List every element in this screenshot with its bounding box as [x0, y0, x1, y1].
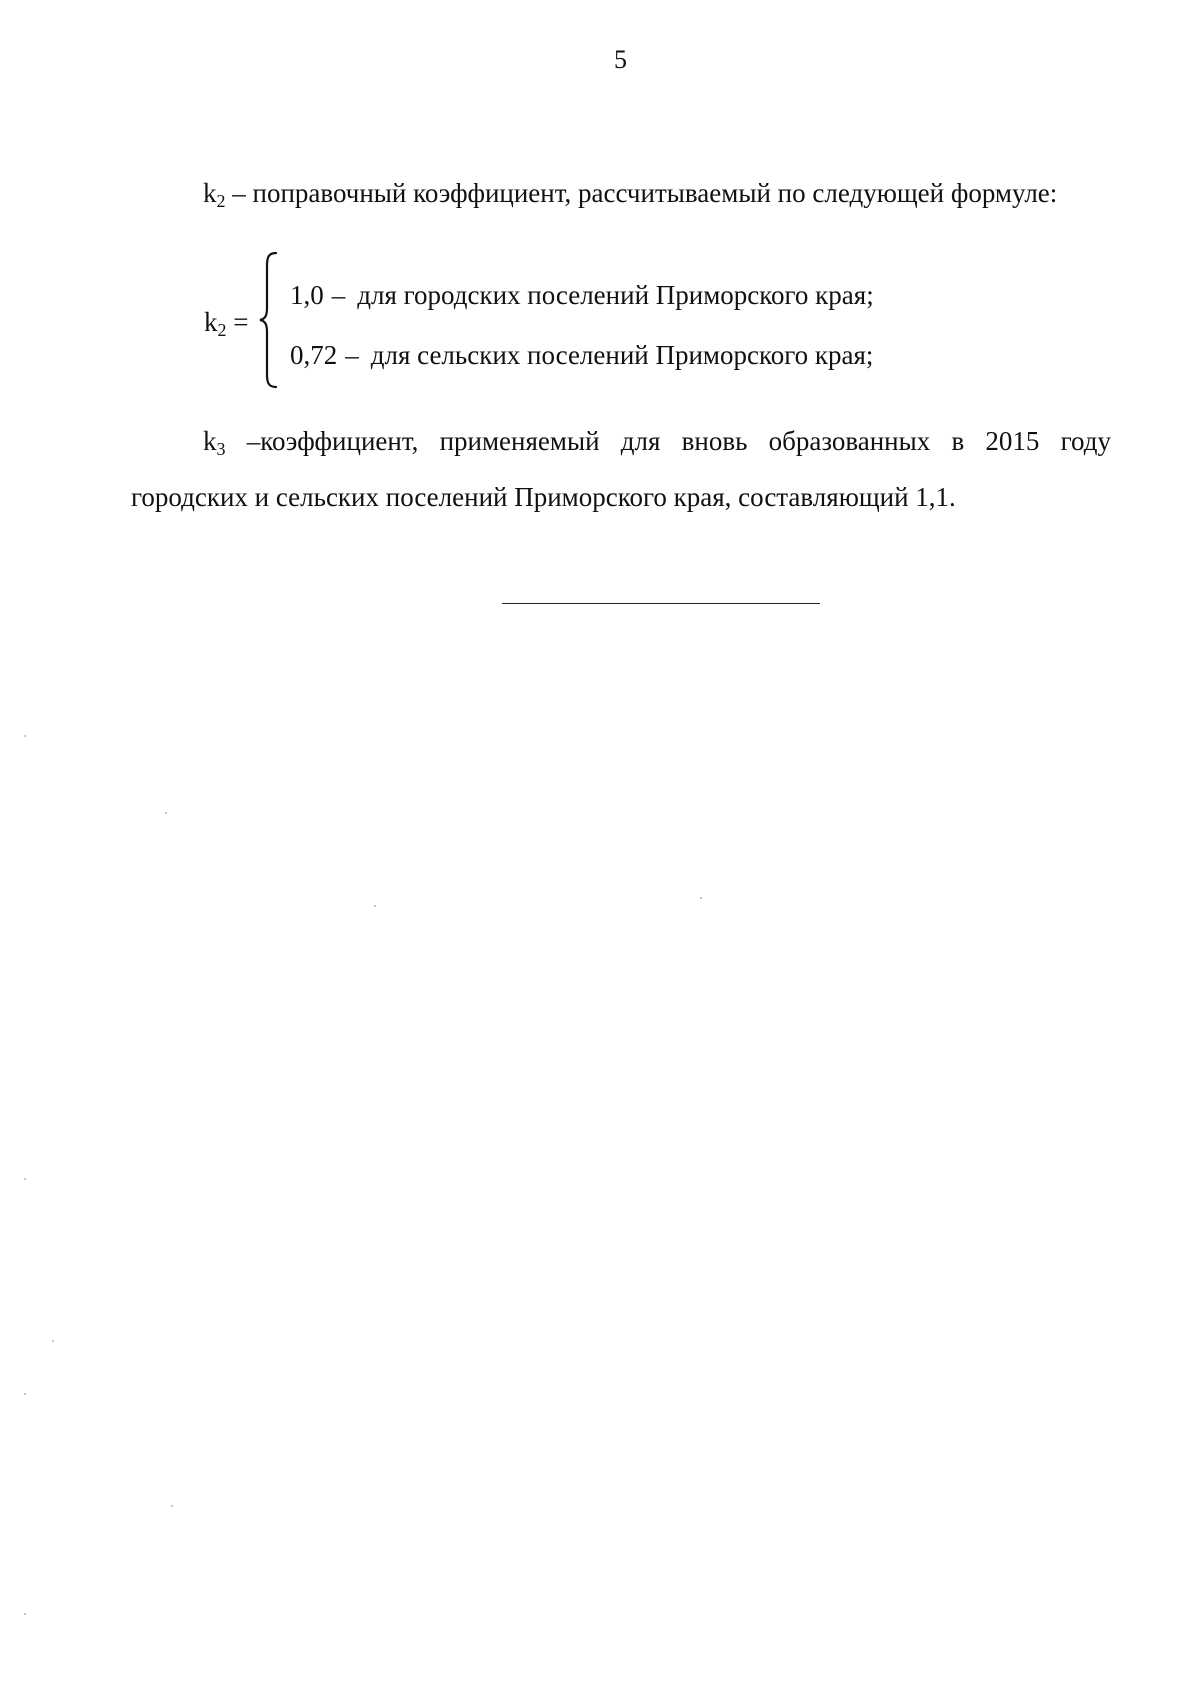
scan-speck [24, 1393, 26, 1395]
case-dash: – [345, 340, 359, 370]
k3-subscript: 3 [216, 439, 226, 459]
scan-speck [700, 897, 702, 899]
k2-subscript: 2 [216, 191, 226, 211]
left-curly-brace [258, 250, 280, 390]
scan-speck [52, 1340, 54, 1342]
formula-equals-sign: = [226, 307, 249, 337]
formula-lhs-symbol: k [204, 307, 218, 337]
k2-definition-text: – поправочный коэффициент, рассчитываемый по следующей формуле: [225, 178, 1058, 208]
scan-speck [24, 1613, 26, 1615]
scan-speck [171, 1505, 173, 1507]
k3-definition-paragraph [131, 413, 1111, 525]
page-number: 5 [614, 45, 627, 74]
formula-case-urban [290, 278, 874, 312]
scan-speck [24, 1178, 26, 1180]
end-of-document-rule [502, 603, 820, 604]
case-value: 0,72 [290, 340, 338, 370]
case-description: для городских поселений Приморского края; [357, 280, 874, 310]
formula-case-rural [290, 338, 873, 372]
scan-speck [24, 735, 26, 737]
k3-definition-text: –коэффициент, применяемый для вновь образованных в 2015 году городских и сельских поселений Приморского края, составляющий 1,1. [131, 426, 1111, 512]
formula-lhs [204, 305, 248, 339]
case-description: для сельских поселений Приморского края; [370, 340, 874, 370]
k2-formula [204, 250, 964, 390]
case-value: 1,0 [290, 280, 324, 310]
scan-speck [374, 905, 376, 907]
k2-symbol: k [203, 178, 217, 208]
scan-speck [165, 812, 167, 814]
k2-definition-paragraph [131, 176, 1111, 210]
formula-lhs-subscript: 2 [217, 320, 227, 340]
k3-symbol: k [203, 426, 217, 456]
case-dash: – [331, 280, 346, 310]
